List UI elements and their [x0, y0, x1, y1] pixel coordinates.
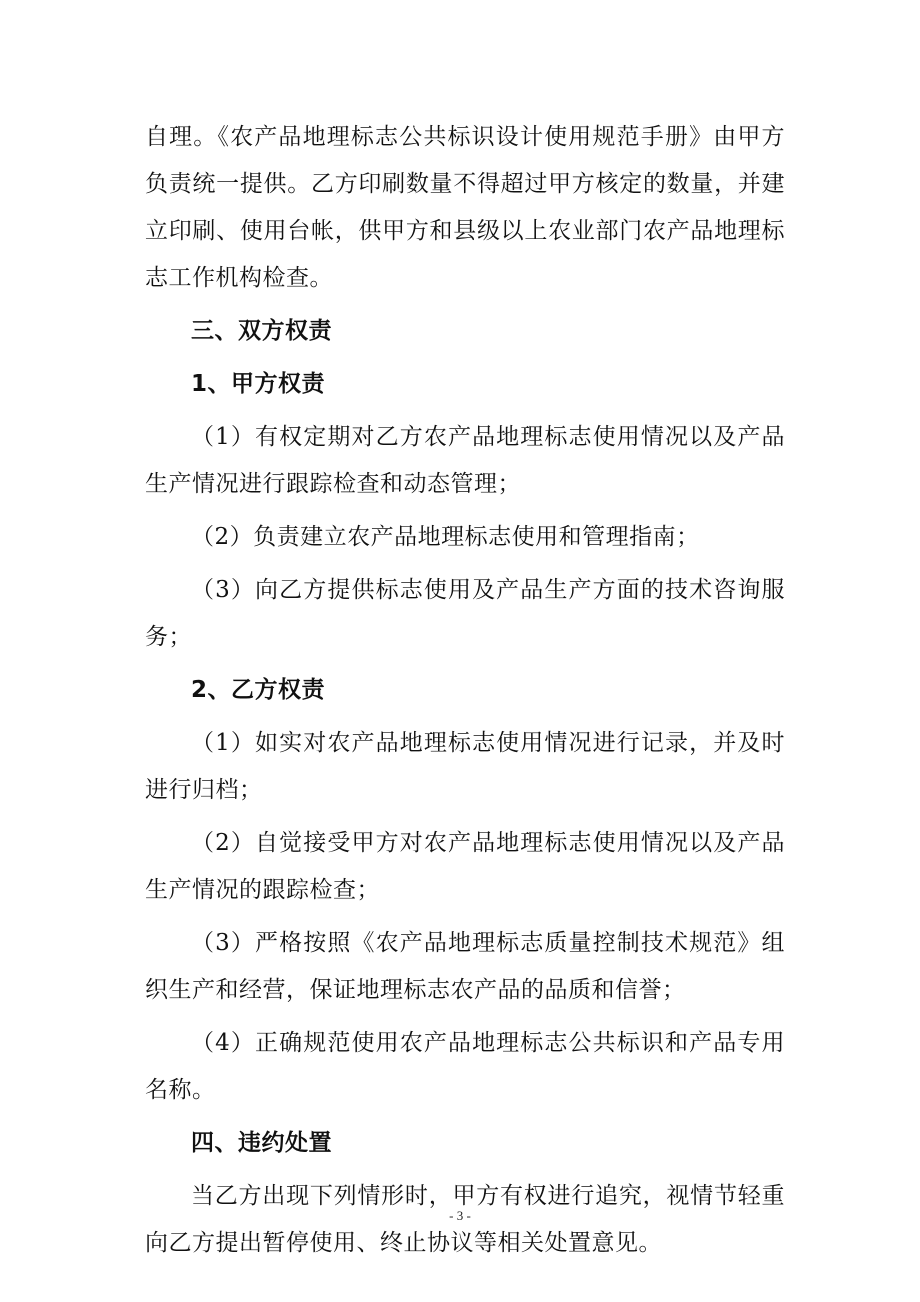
subsection-heading-party-b: 2、乙方权责 [191, 677, 326, 703]
party-b-item-3: （3）严格按照《农产品地理标志质量控制技术规范》组织生产和经营，保证地理标志农产品的品质和信誉； [145, 930, 785, 1003]
breach-paragraph: 当乙方出现下列情形时，甲方有权进行追究，视情节轻重向乙方提出暂停使用、终止协议等相关处置意见。 [145, 1183, 785, 1256]
party-a-item-1: （1）有权定期对乙方农产品地理标志使用情况以及产品生产情况进行跟踪检查和动态管理； [145, 424, 785, 497]
party-b-item-1: （1）如实对农产品地理标志使用情况进行记录，并及时进行归档； [145, 730, 785, 803]
page-number: - 3 - [449, 1208, 471, 1223]
section-heading-breach: 四、违约处置 [191, 1130, 332, 1156]
subsection-heading-party-a: 1、甲方权责 [191, 371, 326, 397]
party-a-item-2: （2）负责建立农产品地理标志使用和管理指南； [191, 524, 700, 550]
document-body [145, 114, 785, 1273]
party-a-item-3: （3）向乙方提供标志使用及产品生产方面的技术咨询服务； [145, 577, 785, 650]
section-heading-rights: 三、双方权责 [191, 318, 332, 344]
paragraph-continuation: 自理。《农产品地理标志公共标识设计使用规范手册》由甲方负责统一提供。乙方印刷数量不得超过甲方核定的数量，并建立印刷、使用台帐，供甲方和县级以上农业部门农产品地理标志工作机构检查。 [145, 124, 785, 291]
party-b-item-4: （4）正确规范使用农产品地理标志公共标识和产品专用名称。 [145, 1030, 785, 1103]
party-b-item-2: （2）自觉接受甲方对农产品地理标志使用情况以及产品生产情况的跟踪检查； [145, 830, 785, 903]
